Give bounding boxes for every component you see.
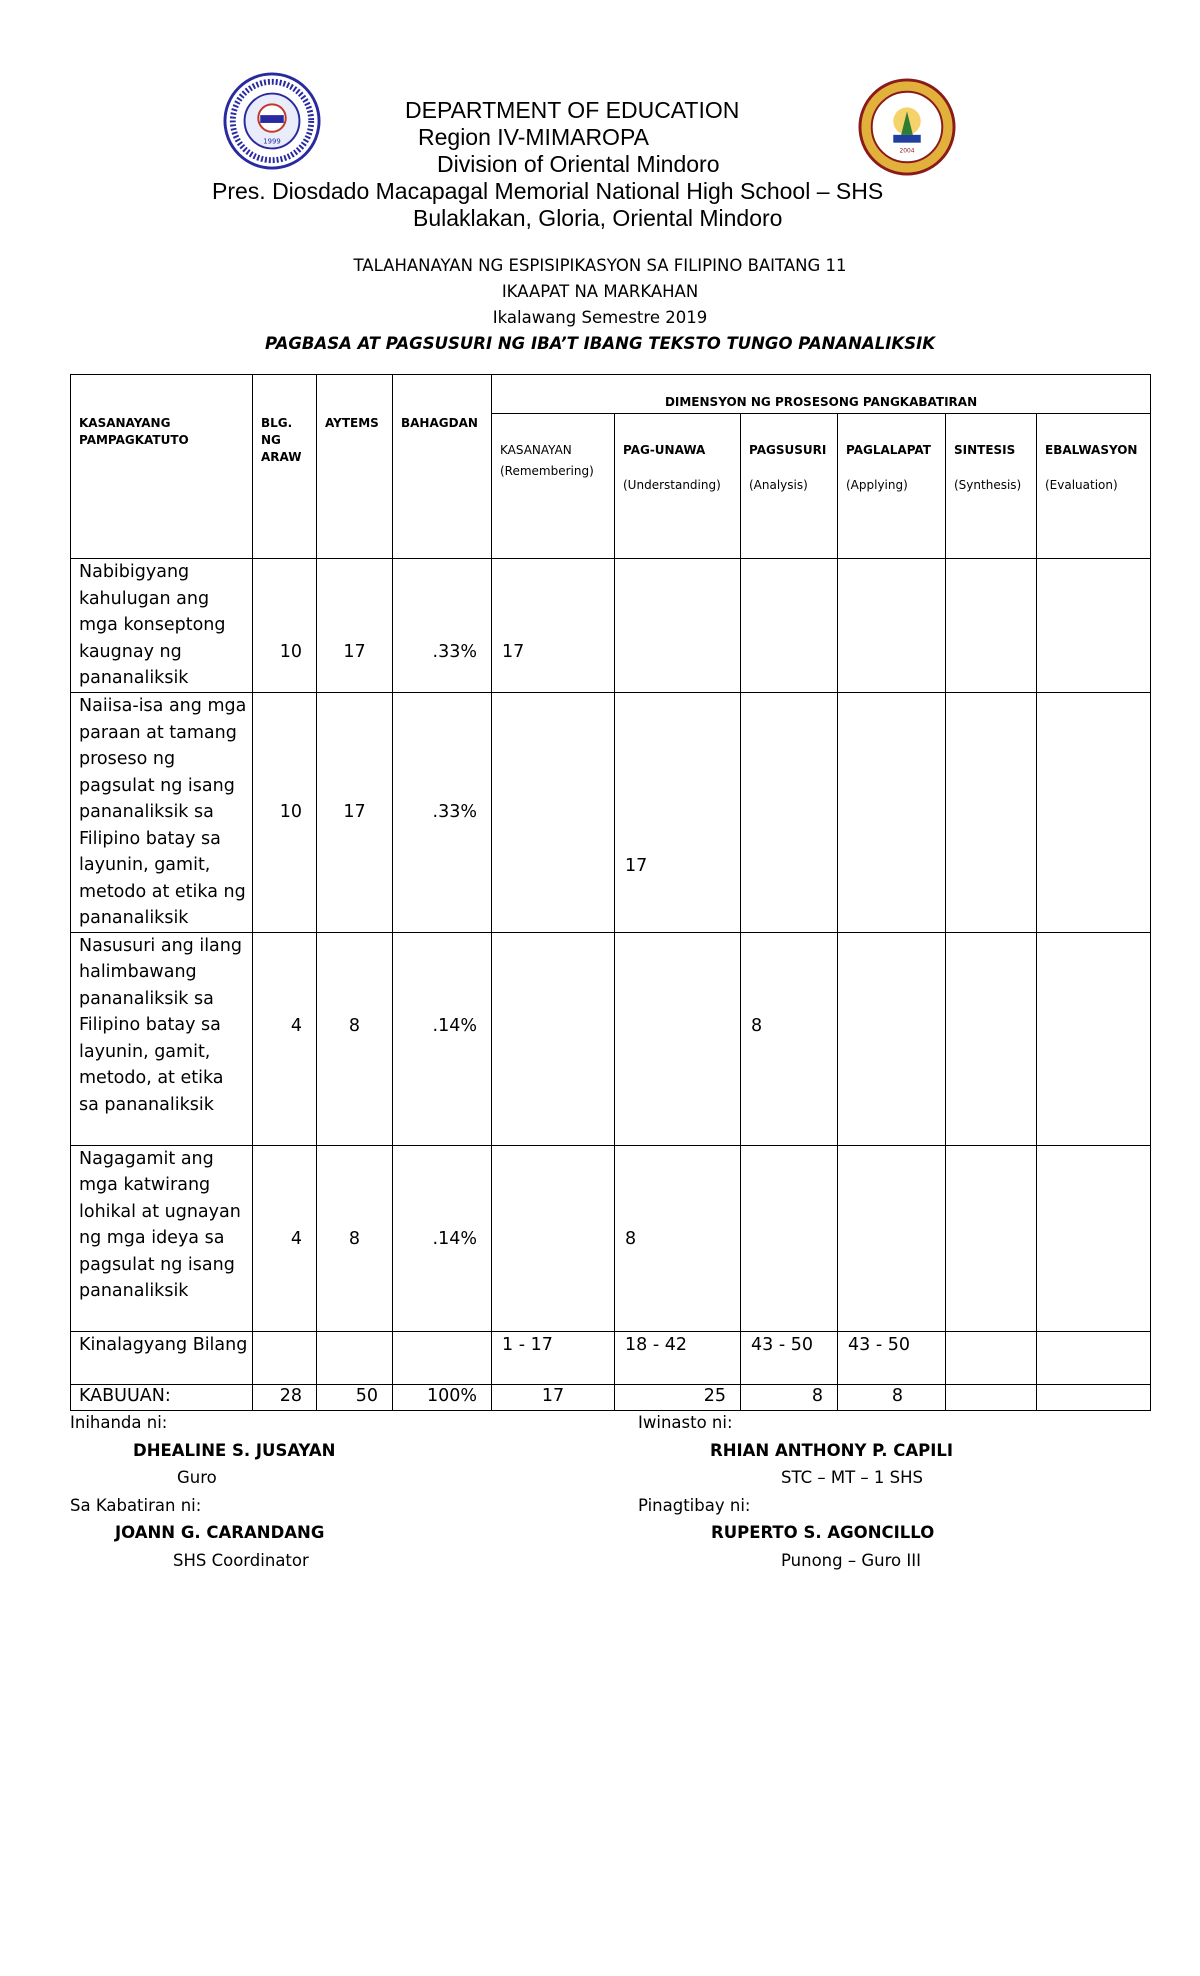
total-items: 50 [317,1384,393,1410]
approved-title: Punong – Guro III [781,1551,921,1570]
approved-name: RUPERTO S. AGONCILLO [711,1523,935,1542]
school-seal-logo [223,72,321,170]
analysis-cell [741,693,838,933]
days-cell: 10 [253,559,317,693]
understanding-cell [615,932,741,1145]
total-percent: 100% [393,1384,492,1410]
logo-right-year: 2004 [899,148,915,155]
header-days: BLG. NG ARAW [253,375,317,559]
days-cell: 10 [253,693,317,933]
table-row [71,932,1151,1145]
analysis-cell [741,1145,838,1331]
header-competency: KASANAYANG PAMPAGKATUTO [71,375,253,559]
header-line-2: Region IV-MIMAROPA [418,124,649,150]
header-understanding: PAG-UNAWA (Understanding) [615,414,741,559]
applying-cell [838,932,946,1145]
applying-cell [838,1145,946,1331]
table-row [71,1145,1151,1331]
total-analysis: 8 [741,1384,838,1410]
items-cell [317,1331,393,1384]
evaluation-cell [1037,693,1151,933]
header-analysis: PAGSUSURI (Analysis) [741,414,838,559]
header-items: AYTEMS [317,375,393,559]
days-cell: 4 [253,1145,317,1331]
header-line-1: DEPARTMENT OF EDUCATION [405,97,740,123]
remembering-cell [492,1145,615,1331]
table-row [71,693,1151,933]
items-cell: 8 [317,1145,393,1331]
percent-cell: .33% [393,693,492,933]
total-remembering: 17 [492,1384,615,1410]
evaluation-cell [1037,932,1151,1145]
checked-title: STC – MT – 1 SHS [781,1468,923,1487]
noted-label: Sa Kabatiran ni: [70,1496,202,1515]
subject-title: PAGBASA AT PAGSUSURI NG IBA’T IBANG TEKSTO TUNGO PANANALIKSIK [264,334,935,353]
competency-cell: Nabibigyang kahulugan ang mga konseptong kaugnay ng pananaliksik [71,559,253,693]
total-understanding: 25 [615,1384,741,1410]
quarter-label: IKAAPAT NA MARKAHAN [501,282,699,301]
analysis-cell [741,559,838,693]
synthesis-cell [946,559,1037,693]
understanding-cell [615,559,741,693]
synthesis-cell [946,1145,1037,1331]
table-row [71,559,1151,693]
remembering-cell: 17 [492,559,615,693]
header-percent: BAHAGDAN [393,375,492,559]
checked-name: RHIAN ANTHONY P. CAPILI [710,1441,953,1460]
applying-cell: 43 - 50 [838,1331,946,1384]
noted-name: JOANN G. CARANDANG [115,1523,325,1542]
total-days: 28 [253,1384,317,1410]
understanding-cell: 18 - 42 [615,1331,741,1384]
analysis-cell: 8 [741,932,838,1145]
header-line-5: Bulaklakan, Gloria, Oriental Mindoro [413,205,783,231]
placement-label: Kinalagyang Bilang [71,1331,253,1384]
prepared-label: Inihanda ni: [70,1413,168,1432]
specification-table [70,374,1151,1411]
remembering-cell: 1 - 17 [492,1331,615,1384]
total-applying: 8 [838,1384,946,1410]
header-synthesis: SINTESIS (Synthesis) [946,414,1037,559]
total-evaluation [1037,1384,1151,1410]
synthesis-cell [946,932,1037,1145]
percent-cell: .33% [393,559,492,693]
evaluation-cell [1037,1331,1151,1384]
percent-cell [393,1331,492,1384]
analysis-cell: 43 - 50 [741,1331,838,1384]
remembering-cell [492,693,615,933]
percent-cell: .14% [393,932,492,1145]
header-line-3: Division of Oriental Mindoro [437,151,720,177]
days-cell [253,1331,317,1384]
header-line-4: Pres. Diosdado Macapagal Memorial National High School – SHS [212,178,884,204]
remembering-cell [492,932,615,1145]
competency-cell: Naiisa-isa ang mga paraan at tamang proseso ng pagsulat ng isang pananaliksik sa Filipino batay sa layunin, gamit, metodo at etika ng pananaliksik [71,693,253,933]
header-applying: PAGLALAPAT (Applying) [838,414,946,559]
noted-title: SHS Coordinator [173,1551,309,1570]
checked-label: Iwinasto ni: [638,1413,733,1432]
division-seal-logo [858,78,956,176]
items-cell: 17 [317,559,393,693]
logo-left-year: 1999 [263,137,281,146]
header-evaluation: EBALWASYON (Evaluation) [1037,414,1151,559]
synthesis-cell [946,1331,1037,1384]
total-row [71,1384,1151,1410]
total-label: KABUUAN: [71,1384,253,1410]
prepared-title: Guro [177,1468,217,1487]
document-title: TALAHANAYAN NG ESPISIPIKASYON SA FILIPINO BAITANG 11 [353,256,847,275]
synthesis-cell [946,693,1037,933]
approved-label: Pinagtibay ni: [638,1496,751,1515]
applying-cell [838,693,946,933]
competency-cell: Nasusuri ang ilang halimbawang pananaliksik sa Filipino batay sa layunin, gamit, metodo, at etika sa pananaliksik [71,932,253,1145]
semester-label: Ikalawang Semestre 2019 [492,308,708,327]
placement-row [71,1331,1151,1384]
prepared-name: DHEALINE S. JUSAYAN [133,1441,336,1460]
header-dimension: DIMENSYON NG PROSESONG PANGKABATIRAN [492,375,1151,414]
applying-cell [838,559,946,693]
header-remembering: KASANAYAN (Remembering) [492,414,615,559]
evaluation-cell [1037,559,1151,693]
understanding-cell: 8 [615,1145,741,1331]
evaluation-cell [1037,1145,1151,1331]
percent-cell: .14% [393,1145,492,1331]
items-cell: 8 [317,932,393,1145]
understanding-cell: 17 [615,693,741,933]
items-cell: 17 [317,693,393,933]
days-cell: 4 [253,932,317,1145]
competency-cell: Nagagamit ang mga katwirang lohikal at ugnayan ng mga ideya sa pagsulat ng isang pananaliksik [71,1145,253,1331]
total-synthesis [946,1384,1037,1410]
